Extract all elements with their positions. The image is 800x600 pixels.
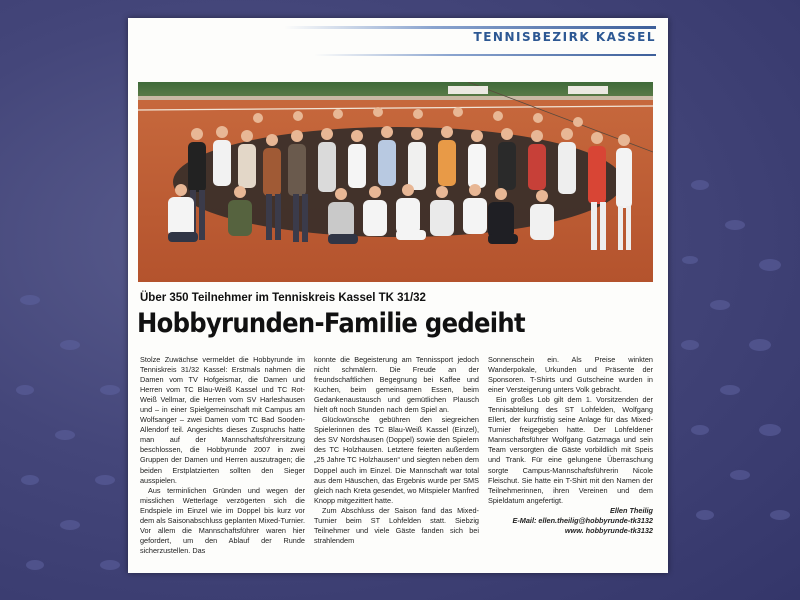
masthead bbox=[474, 30, 656, 44]
group-photo bbox=[138, 82, 653, 282]
paragraph: Ein großes Lob gilt dem 1. Vorsitzenden der Tennisabteilung des ST Lohfelden, Wolfgang Ellert, der kurzfristig seine Anlage für das Mixed-Turnier freigegeben hatte. Der Lohfeldener Mannschaftsführer Wolfgang Gatzmaga und sein Team versorgten die Gäste vorbildlich mit Speis und Trank. Für eine gelungene Überraschung sorgte Campus-Mannschaftsführerin Nicole Fleischut. Sie hatte ein T-Shirt mit den Namen der Teilnehmerinnen, ihren Vereinen und dem Spieldatum angefertigt. bbox=[488, 395, 653, 505]
paragraph: Stolze Zuwächse vermeldet die Hobbyrunde im Tenniskreis 31/32 Kassel: Erstmals nahmen die Damen vom TV Hofgeismar, die Damen und Herren vom TC Blau-Weiß Kassel und TC Rot-Weiß Vellmar, die Herren vom SV Harleshausen und – in einer Spielgemeinschaft mit Campus am Wolfsanger – zwei Damen vom TC Bad Sooden-Allendorf teil. Angesichts dieses Zuspruchs hatte man auf der Mannschaftsführersitzung beschlossen, die Hobbyrunde 2007 in zwei Gruppen der Damen und Herren auszutragen; die beiden Erstplatzierten sollten den Sieger ausspielen. bbox=[140, 355, 305, 485]
article-column-3 bbox=[488, 355, 653, 536]
masthead-title: TENNISBEZIRK KASSEL bbox=[473, 30, 656, 44]
paragraph: konnte die Begeisterung am Tennissport jedoch nicht schmälern. Die Freude an der freundschaftlichen Begegnung bei Kaffee und Kuchen, beim gemeinsamen Essen, beim Gedankenaustausch und gemütlichen Plausch hielt oft noch Stunden nach dem Spiel an. bbox=[314, 355, 479, 415]
paragraph: Glückwünsche gebühren den siegreichen Spielerinnen des TC Blau-Weiß Kassel (Einzel), des SV Nordshausen (Doppel) sowie den Spielern des TC Holzhausen. Letztere feierten außerdem „25 Jahre TC Holzhausen“ und siegten neben dem Doppel auch im Einzel. Die Mannschaft war total aus dem Häuschen, das Ergebnis wurde per SMS gleich nach Kreta gesendet, wo Mitspieler Manfred Knopp mitgezittert hatte. bbox=[314, 415, 479, 505]
magazine-page bbox=[128, 18, 668, 573]
paragraph: Zum Abschluss der Saison fand das Mixed-Turnier beim ST Lohfelden statt. Siebzig Teilnehmer und viele Gäste fanden sich bei strahlendem bbox=[314, 505, 479, 545]
contact-email: E-Mail: ellen.theilig@hobbyrunde-tk3132 bbox=[512, 515, 653, 525]
paragraph: Aus terminlichen Gründen und wegen der misslichen Wetterlage verzögerten sich die Endspiele im Einzel wie im Doppel bis kurz vor dem als Saisonabschluss geplanten Mixed-Turnier. Vor allem die Mannschaftsführer waren hier gefordert, um den Ablauf der Runde sicherzustellen. Das bbox=[140, 485, 305, 555]
author-signature: Ellen Theilig bbox=[610, 505, 653, 515]
article-column-1 bbox=[140, 355, 305, 556]
article-subtitle: Über 350 Teilnehmer im Tenniskreis Kassel TK 31/32 bbox=[140, 292, 426, 304]
contact-website: www. hobbyrunde-tk3132 bbox=[564, 525, 653, 535]
paragraph: Sonnenschein ein. Als Preise winkten Wanderpokale, Urkunden und Präsente der Sponsoren. T-Shirts und Gutscheine wurden in einer Versteigerung unters Volk gebracht. bbox=[488, 355, 653, 395]
article-body bbox=[140, 355, 656, 570]
article-column-2 bbox=[314, 355, 479, 546]
article-headline: Hobbyrunden-Familie gedeiht bbox=[137, 308, 525, 339]
